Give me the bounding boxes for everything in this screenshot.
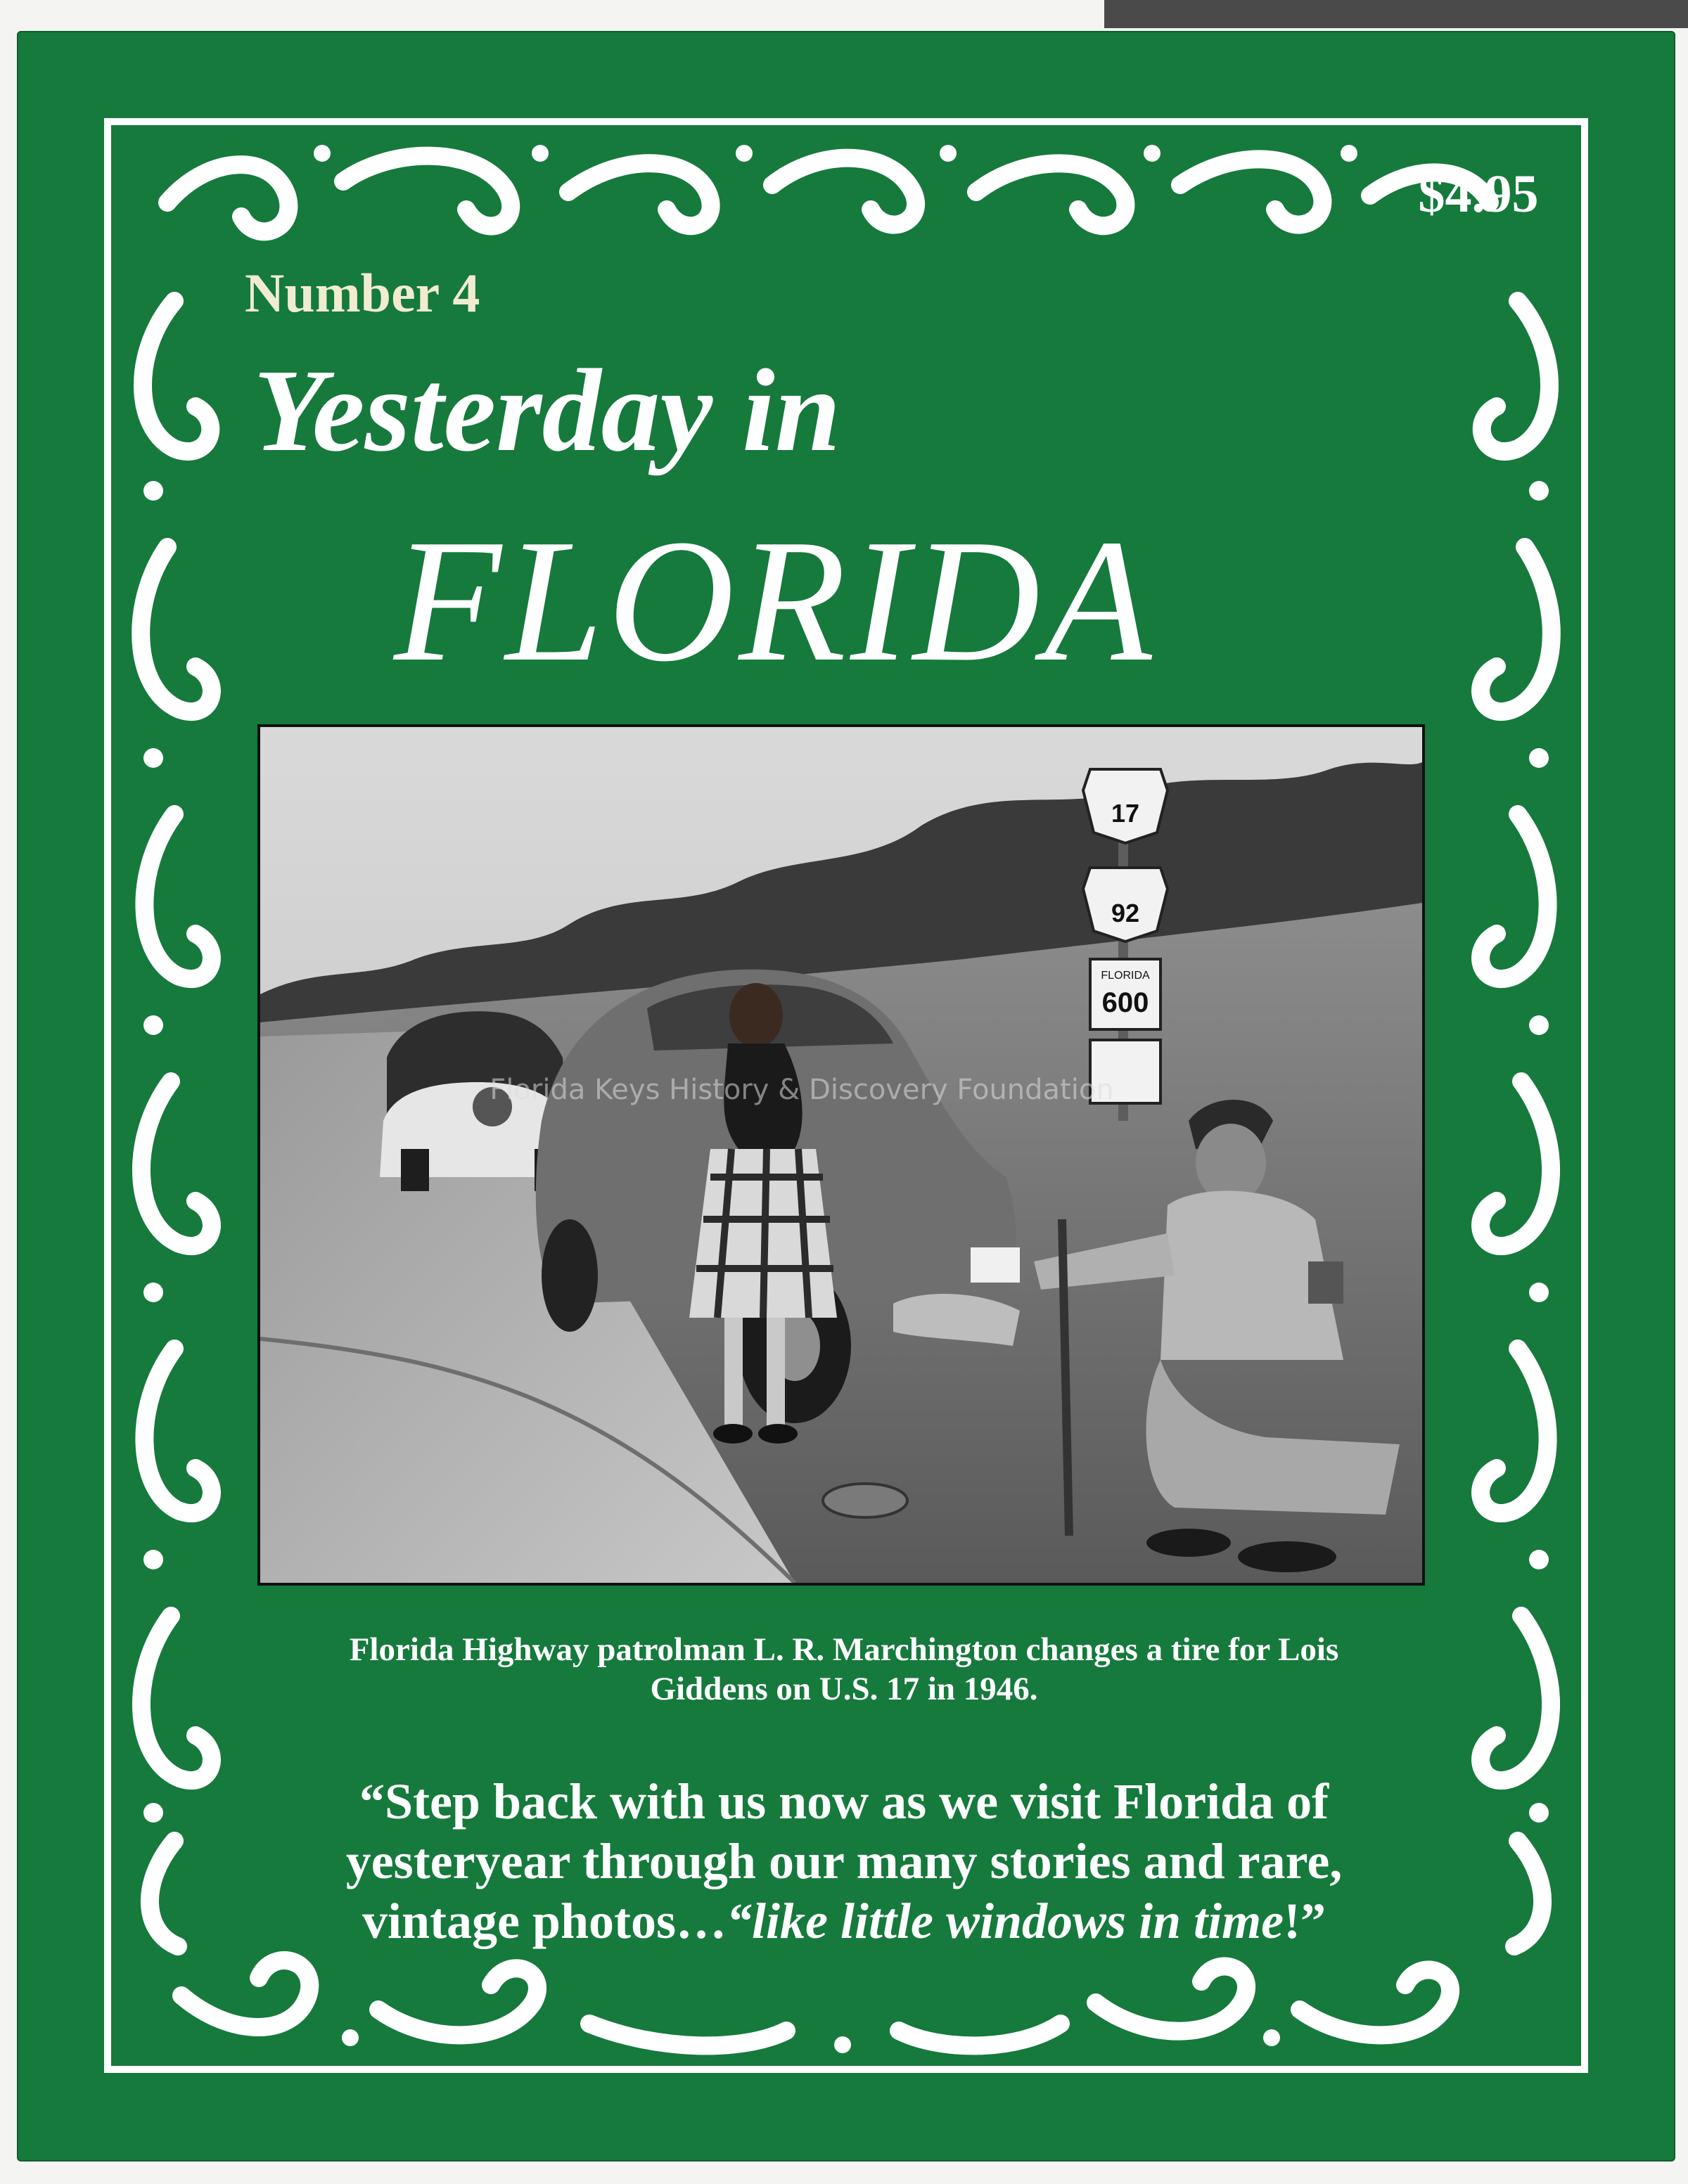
quote-line-3-italic: “like little windows in time bbox=[727, 1892, 1284, 1949]
magazine-title-line1: Yesterday in bbox=[253, 345, 841, 476]
route-92-label: 92 bbox=[1111, 899, 1140, 927]
cover-photo bbox=[257, 724, 1425, 1586]
quote-line-1: “Step back with us now as we visit Florida of bbox=[359, 1773, 1329, 1830]
cover-tagline-quote bbox=[225, 1772, 1463, 1951]
caption-line-1: Florida Highway patrolman L. R. Marchington changes a tire for Lois bbox=[349, 1631, 1339, 1668]
route-600-label: 600 bbox=[1101, 987, 1149, 1018]
quote-line-2: yesteryear through our many stories and rare, bbox=[345, 1832, 1343, 1889]
cover-price: $4.95 bbox=[1418, 165, 1539, 224]
caption-line-2: Giddens on U.S. 17 in 1946. bbox=[650, 1671, 1038, 1708]
issue-number: Number 4 bbox=[245, 262, 480, 323]
quote-line-3-end: !” bbox=[1284, 1892, 1326, 1949]
florida-state-label: FLORIDA bbox=[1101, 970, 1150, 982]
scan-edge-strip bbox=[1104, 0, 1688, 28]
quote-line-3-plain: vintage photos… bbox=[362, 1892, 727, 1949]
magazine-title-line2: FLORIDA bbox=[394, 503, 1156, 698]
photo-caption bbox=[232, 1630, 1456, 1709]
roadside-photo-illustration bbox=[260, 727, 1422, 1583]
route-17-label: 17 bbox=[1111, 799, 1140, 828]
archive-watermark: Florida Keys History & Discovery Foundation bbox=[490, 1074, 1114, 1106]
quote-line-3 bbox=[225, 1891, 1463, 1951]
